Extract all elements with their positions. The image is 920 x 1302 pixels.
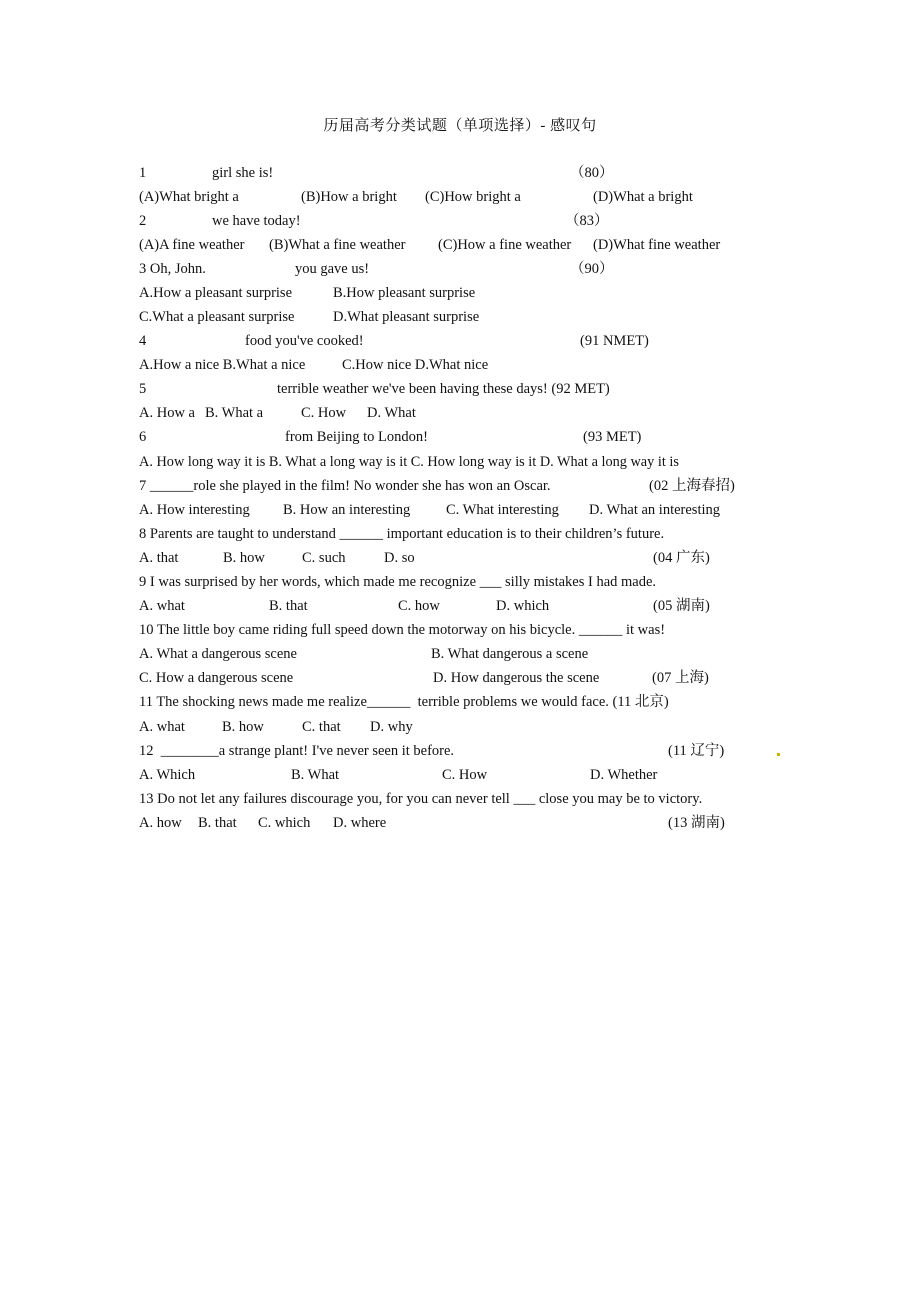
q3-number: 3 Oh, John.	[139, 261, 206, 277]
q2-stem: we have today!	[212, 213, 301, 229]
q1-option-b: (B)How a bright	[301, 189, 397, 205]
q7-source: (02 上海春招)	[649, 478, 735, 494]
q4-source: (91 NMET)	[580, 333, 649, 349]
q10-option-b: B. What dangerous a scene	[431, 646, 589, 662]
q5-option-b: B. What a	[205, 405, 264, 421]
q5-option-a: A. How a	[139, 405, 195, 421]
q12-option-b: B. What	[291, 767, 340, 783]
q6-number: 6	[139, 429, 147, 445]
q5-number: 5	[139, 381, 147, 397]
q12-option-a: A. Which	[139, 767, 196, 783]
q12-source: (11 辽宁)	[668, 743, 725, 759]
q3-option-c: C.What a pleasant surprise	[139, 309, 295, 325]
q8-stem: 8 Parents are taught to understand ______ important education is to their children’s future.	[139, 526, 665, 542]
q12-option-c: C. How	[442, 767, 488, 783]
q11-option-c: C. that	[302, 719, 341, 735]
q3-stem: you gave us!	[295, 261, 370, 277]
q9-option-c: C. how	[398, 598, 440, 614]
q8-source: (04 广东)	[653, 550, 710, 566]
q7-option-b: B. How an interesting	[283, 502, 411, 518]
q2-option-b: (B)What a fine weather	[269, 237, 406, 253]
q6-source: (93 MET)	[583, 429, 642, 445]
q8-option-c: C. such	[302, 550, 346, 566]
q7-option-a: A. How interesting	[139, 502, 250, 518]
q4-number: 4	[139, 333, 147, 349]
q11-option-a: A. what	[139, 719, 185, 735]
q9-option-a: A. what	[139, 598, 185, 614]
q3-option-b: B.How pleasant surprise	[333, 285, 476, 301]
q2-option-c: (C)How a fine weather	[438, 237, 572, 253]
q13-source: (13 湖南)	[668, 815, 725, 831]
q5-stem: terrible weather we've been having these days! (92 MET)	[277, 381, 610, 397]
q5-option-c: C. How	[301, 405, 347, 421]
q13-option-a: A. how	[139, 815, 182, 831]
q3-source: （90）	[570, 261, 614, 277]
q4-options-ab: A.How a nice B.What a nice	[139, 357, 306, 373]
q8-option-d: D. so	[384, 550, 415, 566]
q4-stem: food you've cooked!	[245, 333, 364, 349]
q10-option-d: D. How dangerous the scene	[433, 670, 600, 686]
q7-stem: 7 ______role she played in the film! No wonder she has won an Oscar.	[139, 478, 551, 494]
q3-option-a: A.How a pleasant surprise	[139, 285, 293, 301]
q7-option-d: D. What an interesting	[589, 502, 721, 518]
page-title: 历届高考分类试题（单项选择）- 感叹句	[323, 118, 597, 134]
q13-option-d: D. where	[333, 815, 387, 831]
q2-number: 2	[139, 213, 147, 229]
q6-options: A. How long way it is B. What a long way is it C. How long way is it D. What a long way it is	[139, 454, 679, 470]
q1-option-a: (A)What bright a	[139, 189, 239, 205]
q4-options-cd: C.How nice D.What nice	[342, 357, 489, 373]
q2-option-d: (D)What fine weather	[593, 237, 721, 253]
q9-source: (05 湖南)	[653, 598, 710, 614]
q1-number: 1	[139, 165, 147, 181]
q9-stem: 9 I was surprised by her words, which made me recognize ___ silly mistakes I had made.	[139, 574, 657, 590]
q11-option-d: D. why	[370, 719, 413, 735]
q1-option-d: (D)What a bright	[593, 189, 693, 205]
q9-option-b: B. that	[269, 598, 308, 614]
q12-option-d: D. Whether	[590, 767, 658, 783]
q1-option-c: (C)How bright a	[425, 189, 521, 205]
q10-stem: 10 The little boy came riding full speed down the motorway on his bicycle. ______ it was!	[139, 622, 666, 638]
q2-option-a: (A)A fine weather	[139, 237, 245, 253]
q2-source: （83）	[565, 213, 609, 229]
q6-stem: from Beijing to London!	[285, 429, 428, 445]
q10-option-c: C. How a dangerous scene	[139, 670, 294, 686]
q9-option-d: D. which	[496, 598, 550, 614]
q11-stem: 11 The shocking news made me realize______ terrible problems we would face. (11 北京)	[139, 694, 669, 710]
q10-option-a: A. What a dangerous scene	[139, 646, 297, 662]
yellow-dot-mark	[777, 753, 780, 756]
q7-option-c: C. What interesting	[446, 502, 559, 518]
q3-option-d: D.What pleasant surprise	[333, 309, 480, 325]
q1-stem: girl she is!	[212, 165, 274, 181]
q8-option-a: A. that	[139, 550, 179, 566]
q10-source: (07 上海)	[652, 670, 709, 686]
q8-option-b: B. how	[223, 550, 265, 566]
q11-option-b: B. how	[222, 719, 264, 735]
q13-option-b: B. that	[198, 815, 237, 831]
q1-source: （80）	[570, 165, 614, 181]
q12-stem: 12 ________a strange plant! I've never seen it before.	[139, 743, 455, 759]
q13-stem: 13 Do not let any failures discourage you, for you can never tell ___ close you may be to victory.	[139, 791, 703, 807]
q5-option-d: D. What	[367, 405, 416, 421]
q13-option-c: C. which	[258, 815, 311, 831]
